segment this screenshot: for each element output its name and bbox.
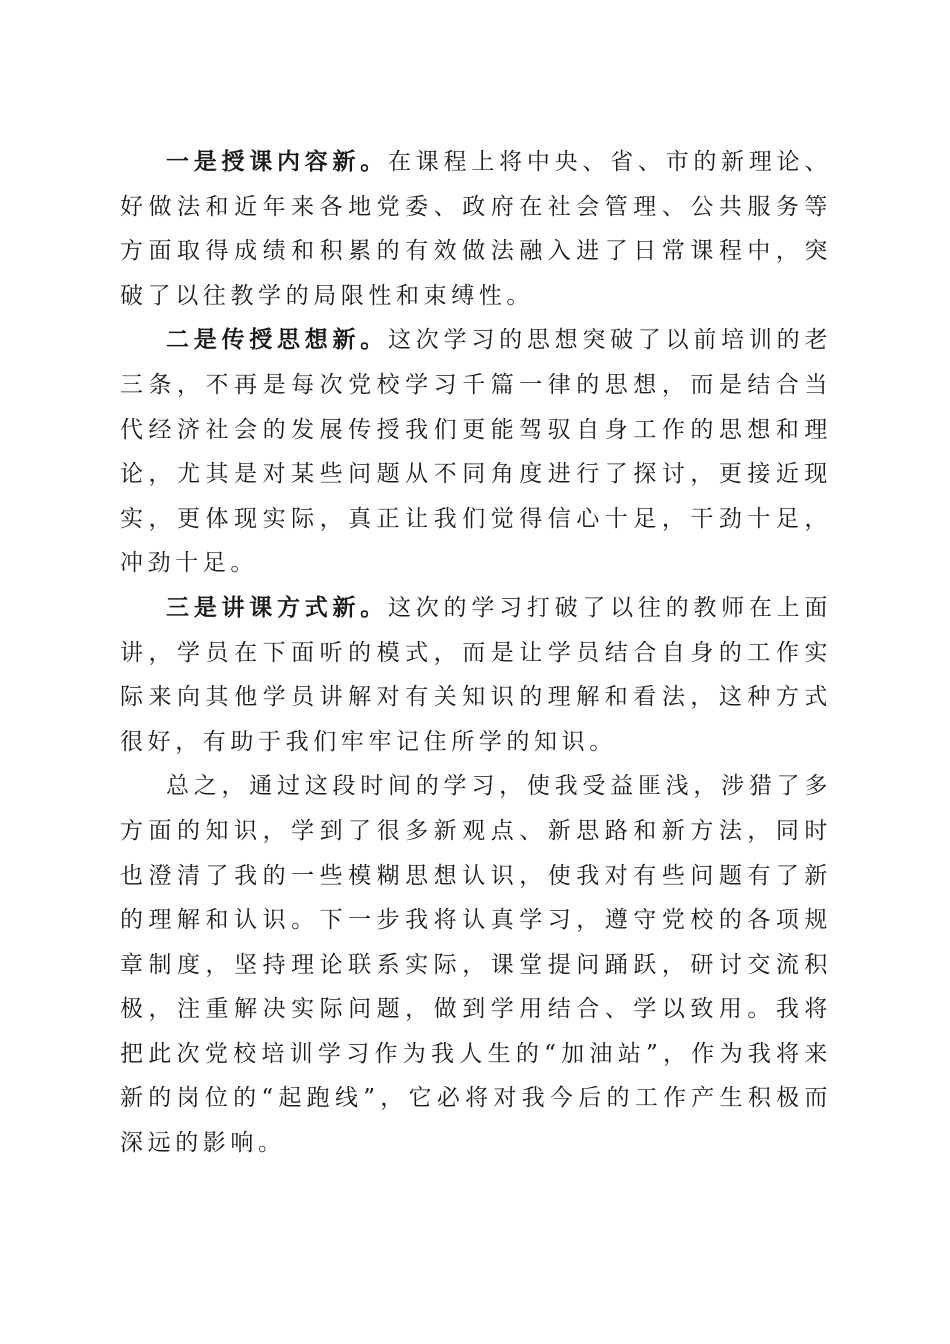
paragraph-teaching-method [120,586,832,764]
paragraph-teaching-thought [120,318,832,586]
paragraph-text: 这次的学习打破了以往的教师在上面讲，学员在下面听的模式，而是让学员结合自身的工作实际来向其他学员讲解对有关知识的理解和看法，这种方式很好，有助于我们牢牢记住所学的知识。 [120,594,832,755]
paragraph-text: 这次学习的思想突破了以前培训的老三条，不再是每次党校学习千篇一律的思想，而是结合当代经济社会的发展传授我们更能驾驭自身工作的思想和理论，尤其是对某些问题从不同角度进行了探讨，更接近现实，更体现实际，真正让我们觉得信心十足，干劲十足，冲劲十足。 [120,327,832,577]
paragraph-text: 总之，通过这段时间的学习，使我受益匪浅，涉猎了多方面的知识，学到了很多新观点、新思路和新方法，同时也澄清了我的一些模糊思想认识，使我对有些问题有了新的理解和认识。下一步我将认真学习，遵守党校的各项规章制度，坚持理论联系实际，课堂提问踊跃，研讨交流积极，注重解决实际问题，做到学用结合、学以致用。我将把此次党校培训学习作为我人生的“加油站”，作为我将来新的岗位的“起跑线”，它必将对我今后的工作产生积极而深远的影响。 [120,773,832,1157]
paragraph-lead: 二是传授思想新。 [166,326,389,354]
paragraph-conclusion [120,764,832,1165]
paragraph-lead: 一是授课内容新。 [166,148,389,175]
paragraph-text: 在课程上将中央、省、市的新理论、好做法和近年来各地党委、政府在社会管理、公共服务等方面取得成绩和积累的有效做法融入进了日常课程中，突破了以往教学的局限性和束缚性。 [120,149,832,309]
paragraph-lead: 三是讲课方式新。 [166,593,389,621]
paragraph-teaching-content [120,140,832,318]
document-body [120,140,832,1166]
